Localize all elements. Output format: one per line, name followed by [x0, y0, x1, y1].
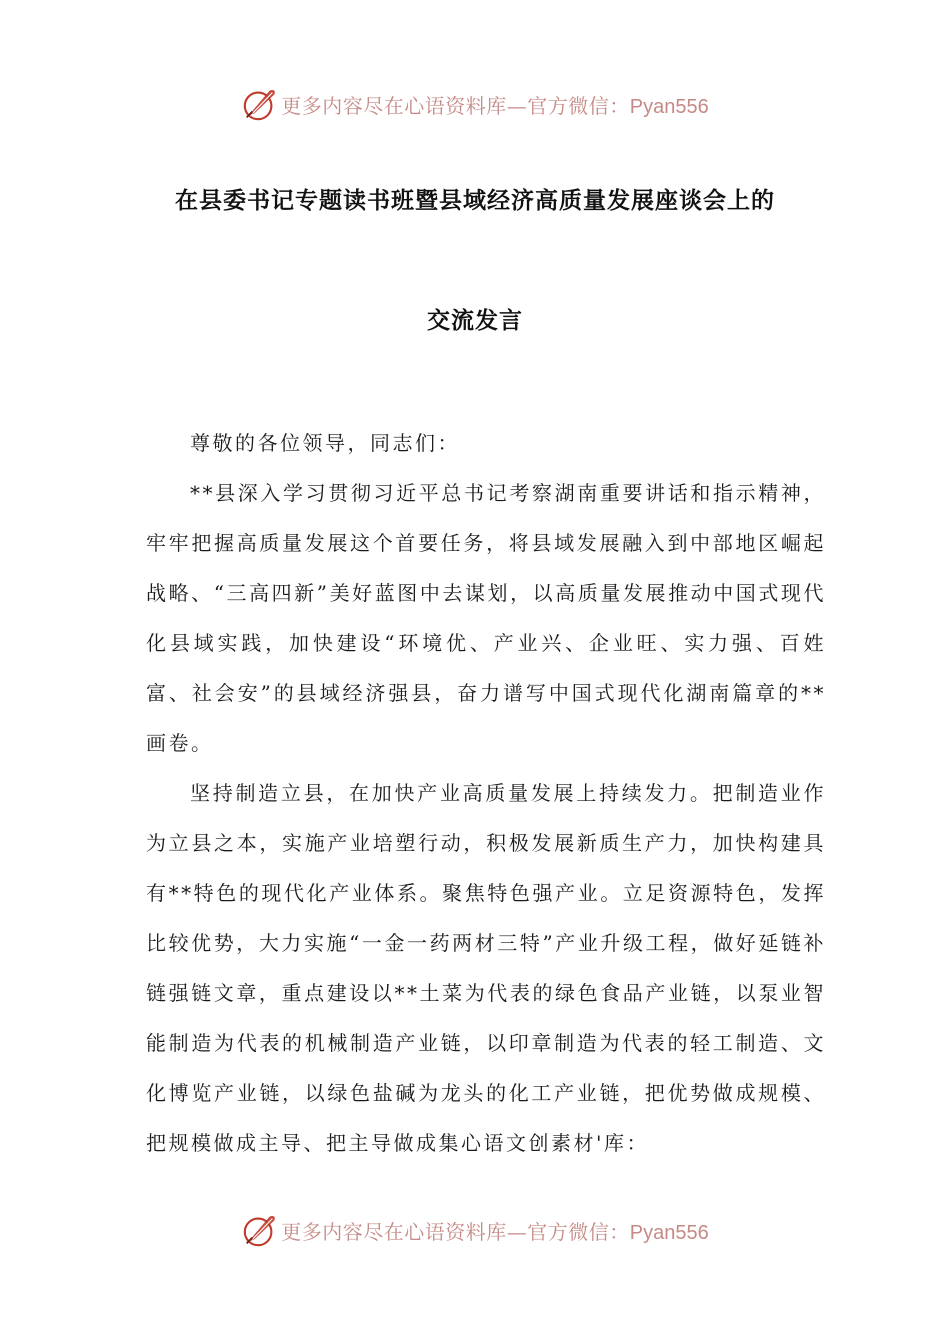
- banner-text: 更多内容尽在心语资料库—官方微信：Pyan556: [281, 1219, 709, 1244]
- quill-logo-icon: [241, 85, 279, 123]
- paragraph-2: 坚持制造立县，在加快产业高质量发展上持续发力。把制造业作为立县之本，实施产业培塑行动，积极发展新质生产力，加快构建具有**特色的现代化产业体系。聚焦特色强产业。立足资源特色，发挥比较优势，大力实施“一金一药两材三特”产业升级工程，做好延链补链强链文章，重点建设以**土菜为代表的绿色食品产业链，以泵业智能制造为代表的机械制造产业链，以印章制造为代表的轻工制造、文化博览产业链，以绿色盐碱为龙头的化工产业链，把优势做成规模、把规模做成主导、把主导做成集心语文创素材'库：: [146, 781, 826, 1155]
- header-banner: [0, 82, 950, 126]
- wechat-id: Pyan556: [629, 95, 709, 118]
- document-title-line-1: 在县委书记专题读书班暨县域经济高质量发展座谈会上的: [175, 188, 775, 214]
- document-body: [146, 418, 826, 1168]
- paragraph-1: **县深入学习贯彻习近平总书记考察湖南重要讲话和指示精神，牢牢把握高质量发展这个首要任务，将县域发展融入到中部地区崛起战略、“三高四新”美好蓝图中去谋划，以高质量发展推动中国式现代化县域实践，加快建设“环境优、产业兴、企业旺、实力强、百姓富、社会安”的县域经济强县，奋力谱写中国式现代化湖南篇章的**画卷。: [146, 481, 826, 755]
- salutation: 尊敬的各位领导，同志们：: [190, 431, 460, 455]
- wechat-id: Pyan556: [629, 1221, 709, 1244]
- document-title-line-2: 交流发言: [427, 308, 523, 334]
- quill-logo-icon: [241, 1211, 279, 1249]
- footer-banner: [0, 1208, 950, 1252]
- banner-text: 更多内容尽在心语资料库—官方微信：Pyan556: [281, 93, 709, 118]
